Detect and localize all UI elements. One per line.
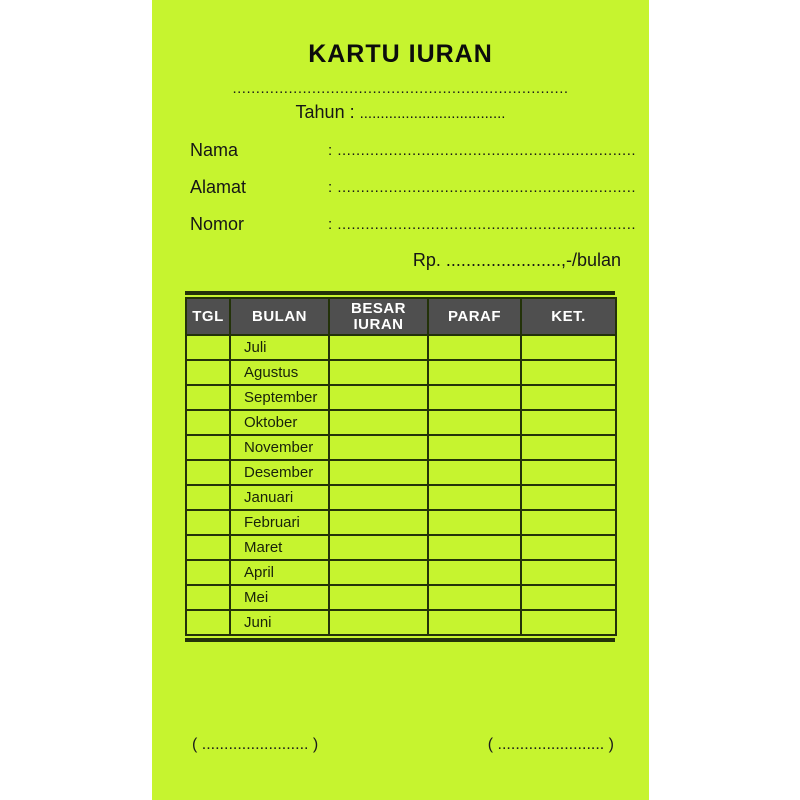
paraf-cell [428, 360, 521, 385]
besar-iuran-cell [329, 435, 428, 460]
paraf-cell [428, 335, 521, 360]
table-row [186, 410, 616, 435]
tgl-cell [186, 585, 230, 610]
paraf-cell [428, 435, 521, 460]
ket-cell [521, 535, 616, 560]
field-nomor [152, 214, 649, 236]
paraf-cell [428, 610, 521, 635]
table-row [186, 585, 616, 610]
card-title: KARTU IURAN [308, 40, 493, 68]
besar-iuran-cell [329, 460, 428, 485]
month-cell: April [230, 560, 329, 585]
besar-iuran-cell [329, 335, 428, 360]
ket-cell [521, 410, 616, 435]
paraf-cell [428, 585, 521, 610]
ket-cell [521, 435, 616, 460]
col-header-bulan: BULAN [230, 298, 329, 335]
ket-cell [521, 335, 616, 360]
table-row [186, 610, 616, 635]
tgl-cell [186, 560, 230, 585]
month-cell: Oktober [230, 410, 329, 435]
year-dotted-line: ................................... [359, 105, 506, 122]
month-cell: Februari [230, 510, 329, 535]
month-cell: September [230, 385, 329, 410]
besar-iuran-cell [329, 485, 428, 510]
month-cell: Juli [230, 335, 329, 360]
tgl-cell [186, 510, 230, 535]
tgl-cell [186, 535, 230, 560]
tgl-cell [186, 610, 230, 635]
table-header-row [186, 298, 616, 335]
month-cell: November [230, 435, 329, 460]
besar-iuran-cell [329, 410, 428, 435]
paraf-cell [428, 510, 521, 535]
field-nama-dotted-line: : ................................................................ [328, 142, 637, 159]
field-nomor-label: Nomor [190, 214, 245, 234]
col-header-tgl: TGL [186, 298, 230, 335]
col-header-paraf: PARAF [428, 298, 521, 335]
besar-iuran-cell [329, 535, 428, 560]
year-label: Tahun : [295, 102, 355, 122]
field-alamat-label: Alamat [190, 177, 247, 197]
besar-iuran-cell [329, 510, 428, 535]
ket-cell [521, 360, 616, 385]
field-nomor-dotted-line: : ................................................................ [328, 216, 637, 233]
tgl-cell [186, 485, 230, 510]
month-cell: Mei [230, 585, 329, 610]
ket-cell [521, 585, 616, 610]
paraf-cell [428, 535, 521, 560]
table-row [186, 335, 616, 360]
paraf-cell [428, 460, 521, 485]
paraf-cell [428, 385, 521, 410]
paraf-cell [428, 560, 521, 585]
table-row [186, 510, 616, 535]
ket-cell [521, 485, 616, 510]
field-alamat [152, 177, 649, 199]
ket-cell [521, 510, 616, 535]
ket-cell [521, 385, 616, 410]
signature-right: ( ........................ ) [487, 736, 614, 753]
tgl-cell [186, 460, 230, 485]
month-cell: Januari [230, 485, 329, 510]
table-bottom-rule [185, 638, 615, 642]
month-cell: Maret [230, 535, 329, 560]
title-dotted-line: ........................................................................ [232, 80, 569, 97]
tgl-cell [186, 360, 230, 385]
table-row [186, 385, 616, 410]
iuran-table [185, 291, 615, 642]
ket-cell [521, 610, 616, 635]
month-rows [186, 335, 616, 635]
year-line [152, 102, 649, 123]
kartu-iuran-card [152, 0, 649, 800]
ket-cell [521, 560, 616, 585]
tgl-cell [186, 410, 230, 435]
besar-iuran-cell [329, 385, 428, 410]
field-nama-label: Nama [190, 140, 239, 160]
table-row [186, 435, 616, 460]
amount-per-month-line: Rp. .......................,-/bulan [412, 250, 621, 270]
besar-iuran-cell [329, 585, 428, 610]
iuran-table-grid [185, 297, 617, 636]
table-top-rule [185, 291, 615, 295]
month-cell: Desember [230, 460, 329, 485]
besar-iuran-cell [329, 360, 428, 385]
tgl-cell [186, 385, 230, 410]
besar-iuran-cell [329, 610, 428, 635]
paraf-cell [428, 485, 521, 510]
paraf-cell [428, 410, 521, 435]
table-row [186, 560, 616, 585]
table-row [186, 460, 616, 485]
table-row [186, 485, 616, 510]
table-row [186, 360, 616, 385]
month-cell: Agustus [230, 360, 329, 385]
tgl-cell [186, 435, 230, 460]
field-alamat-dotted-line: : ................................................................ [328, 179, 637, 196]
month-cell: Juni [230, 610, 329, 635]
col-header-ket: KET. [521, 298, 616, 335]
table-row [186, 535, 616, 560]
besar-iuran-cell [329, 560, 428, 585]
signature-left: ( ........................ ) [192, 736, 319, 753]
field-nama [152, 140, 649, 162]
col-header-besar-iuran: BESAR IURAN [329, 298, 428, 335]
tgl-cell [186, 335, 230, 360]
ket-cell [521, 460, 616, 485]
